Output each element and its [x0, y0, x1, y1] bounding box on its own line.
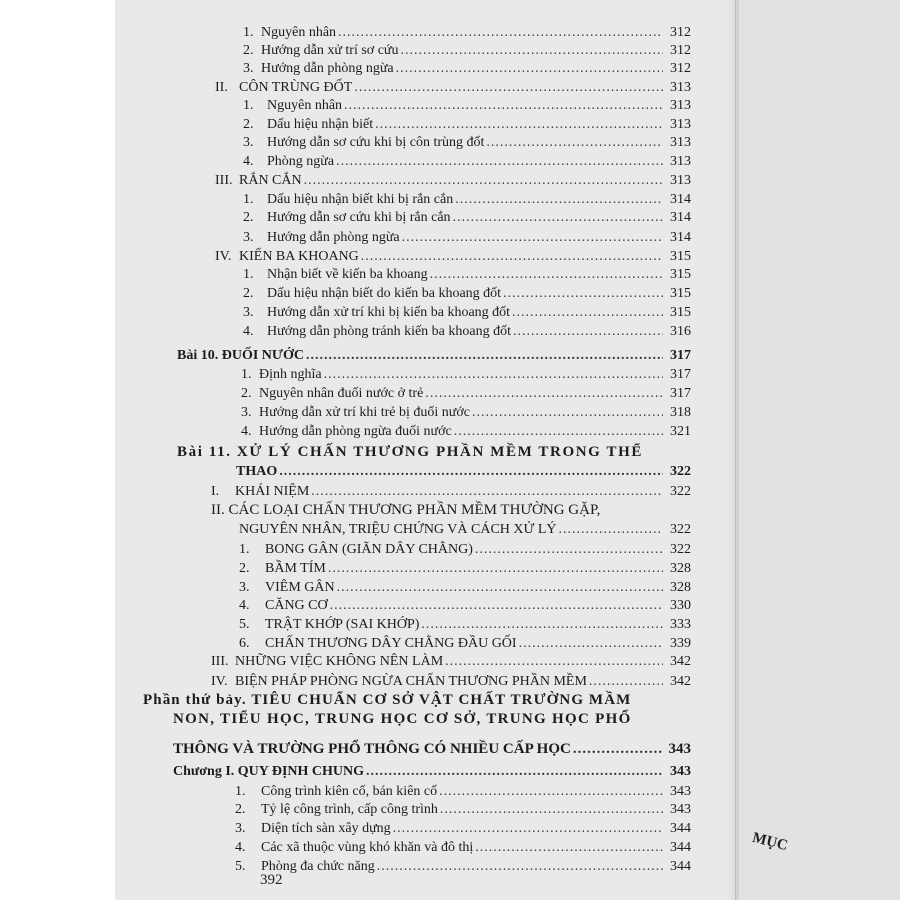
toc-entry-number: 1.	[239, 542, 250, 557]
toc-entry-title: BIỆN PHÁP PHÒNG NGỪA CHẤN THƯƠNG PHẦN MỀM	[235, 674, 587, 689]
toc-dot-leader	[375, 116, 663, 133]
toc-entry-title: NHỮNG VIỆC KHÔNG NÊN LÀM	[235, 654, 444, 669]
toc-entry-title: Nguyên nhân đuối nước ở trẻ	[259, 386, 424, 401]
toc-entry-page: 314	[670, 192, 691, 207]
toc-entry-number: 4.	[243, 154, 254, 169]
toc-dot-leader	[445, 653, 663, 670]
toc-entry-page: 316	[670, 324, 691, 339]
toc-entry	[215, 172, 691, 189]
toc-dot-leader	[279, 463, 663, 480]
toc-dot-leader	[304, 172, 663, 189]
toc-entry-page: 343	[670, 764, 691, 779]
toc-entry-number: 3.	[243, 305, 254, 320]
toc-entry-title: THÔNG VÀ TRƯỜNG PHỔ THÔNG CÓ NHIỀU CẤP HỌC	[173, 741, 571, 757]
toc-dot-leader	[454, 423, 663, 440]
toc-entry-page: 313	[670, 154, 691, 169]
toc-dot-leader	[401, 42, 664, 59]
toc-dot-leader	[366, 763, 663, 780]
toc-entry-title: BONG GÂN (GIÃN DÂY CHẰNG)	[265, 542, 473, 557]
toc-dot-leader	[306, 347, 663, 364]
toc-entry-number: III.	[215, 173, 233, 188]
toc-dot-leader	[573, 741, 663, 758]
toc-entry-number: 4.	[241, 424, 252, 439]
toc-entry	[235, 820, 691, 837]
toc-entry-title: CÔN TRÙNG ĐỐT	[239, 80, 353, 95]
toc-entry	[211, 483, 691, 500]
toc-dot-leader	[455, 191, 663, 208]
toc-entry-page: 322	[670, 522, 691, 537]
facing-page-text: MỤC	[750, 829, 790, 855]
toc-entry	[241, 385, 691, 402]
toc-entry-number: 3.	[235, 821, 246, 836]
toc-entry	[243, 42, 691, 59]
toc-entry-number: 2.	[243, 210, 254, 225]
toc-entry	[241, 366, 691, 383]
page-fold-shadow	[727, 0, 739, 900]
toc-entry-title: RẮN CẮN	[239, 173, 302, 188]
toc-entry-number: 1.	[243, 192, 254, 207]
toc-entry-page: 321	[670, 424, 691, 439]
book-page	[115, 0, 735, 900]
toc-entry	[173, 741, 691, 758]
toc-entry-page: 312	[670, 43, 691, 58]
toc-dot-leader	[472, 404, 663, 421]
toc-entry-page: 314	[670, 230, 691, 245]
toc-entry-page: 313	[670, 135, 691, 150]
toc-entry-number: III.	[211, 654, 229, 669]
toc-entry-number: 5.	[239, 617, 250, 632]
toc-dot-leader	[513, 323, 663, 340]
toc-entry-title: Các xã thuộc vùng khó khăn và đô thị	[261, 840, 474, 855]
toc-entry-page: 317	[670, 367, 691, 382]
toc-entry-title: Công trình kiên cố, bán kiên cố	[261, 784, 438, 799]
toc-entry-title: BẦM TÍM	[265, 561, 326, 576]
toc-dot-leader	[338, 24, 663, 41]
toc-dot-leader	[439, 783, 663, 800]
toc-entry-title: Hướng dẫn phòng ngừa	[267, 230, 400, 245]
toc-dot-leader	[396, 60, 663, 77]
toc-entry-title: KHÁI NIỆM	[235, 484, 310, 499]
toc-entry-number: 4.	[235, 840, 246, 855]
toc-entry	[236, 463, 691, 480]
toc-entry-page: 312	[670, 25, 691, 40]
toc-entry-page: 343	[668, 741, 691, 757]
toc-entry-number: 3.	[241, 405, 252, 420]
toc-entry	[241, 404, 691, 421]
toc-entry-title: Hướng dẫn xử trí khi bị kiến ba khoang đốt	[267, 305, 511, 320]
toc-entry-title: Hướng dẫn sơ cứu khi bị côn trùng đốt	[267, 135, 485, 150]
toc-dot-leader	[361, 248, 663, 265]
toc-entry-page: 315	[670, 267, 691, 282]
toc-dot-leader	[336, 153, 663, 170]
toc-entry-page: 314	[670, 210, 691, 225]
toc-entry	[239, 521, 691, 538]
toc-entry-number: 3.	[243, 61, 254, 76]
toc-dot-leader	[512, 304, 663, 321]
toc-entry-page: 312	[670, 61, 691, 76]
toc-entry-number: 3.	[239, 580, 250, 595]
toc-entry-page: 328	[670, 580, 691, 595]
toc-entry-number: 2.	[243, 286, 254, 301]
toc-dot-leader	[393, 820, 663, 837]
toc-dot-leader	[328, 560, 663, 577]
toc-heading-bai11-line1: Bài 11. XỬ LÝ CHẤN THƯƠNG PHẦN MỀM TRONG THỂ	[177, 444, 643, 460]
toc-entry-page: 313	[670, 117, 691, 132]
toc-entry	[177, 347, 691, 364]
toc-entry	[239, 541, 691, 558]
toc-heading-section2-line1: II. CÁC LOẠI CHẤN THƯƠNG PHẦN MỀM THƯỜNG GẶP,	[211, 502, 601, 518]
toc-entry-number: IV.	[211, 674, 228, 689]
toc-heading-part7-line2: NON, TIỂU HỌC, TRUNG HỌC CƠ SỞ, TRUNG HỌC PHỔ	[173, 711, 632, 727]
toc-entry-title: Nhận biết về kiến ba khoang	[267, 267, 428, 282]
toc-entry-number: 3.	[243, 135, 254, 150]
toc-entry	[235, 839, 691, 856]
toc-dot-leader	[377, 858, 663, 875]
toc-dot-leader	[344, 97, 663, 114]
toc-entry-page: 343	[670, 802, 691, 817]
toc-entry-title: TRẬT KHỚP (SAI KHỚP)	[265, 617, 420, 632]
toc-entry-title: CĂNG CƠ	[265, 598, 328, 613]
toc-entry-title: Hướng dẫn phòng ngừa đuối nước	[259, 424, 452, 439]
toc-entry	[243, 97, 691, 114]
toc-entry-number: 1.	[243, 98, 254, 113]
toc-entry-number: 2.	[243, 43, 254, 58]
toc-entry	[243, 285, 691, 302]
toc-dot-leader	[453, 209, 663, 226]
toc-entry-number: IV.	[215, 249, 232, 264]
toc-entry	[241, 423, 691, 440]
toc-entry-title: Bài 10. ĐUỐI NƯỚC	[177, 348, 305, 363]
toc-entry-title: Phòng ngừa	[267, 154, 335, 169]
toc-entry-number: II.	[215, 80, 228, 95]
toc-entry	[243, 134, 691, 151]
toc-dot-leader	[324, 366, 663, 383]
toc-entry	[211, 653, 691, 670]
toc-entry-title: Hướng dẫn xử trí khi trẻ bị đuối nước	[259, 405, 470, 420]
toc-entry-title: Định nghĩa	[259, 367, 322, 382]
toc-entry-number: 2.	[243, 117, 254, 132]
toc-entry	[243, 229, 691, 246]
toc-entry-page: 315	[670, 249, 691, 264]
toc-entry-title: Tỷ lệ công trình, cấp công trình	[261, 802, 438, 817]
toc-entry-page: 317	[670, 348, 691, 363]
toc-entry-page: 342	[670, 674, 691, 689]
toc-entry-page: 318	[670, 405, 691, 420]
page-number: 392	[260, 872, 283, 888]
toc-entry-number: 2.	[241, 386, 252, 401]
toc-entry-page: 344	[670, 859, 691, 874]
toc-entry-page: 344	[670, 821, 691, 836]
toc-entry-page: 322	[670, 542, 691, 557]
toc-entry-number: 1.	[243, 267, 254, 282]
toc-entry-number: 4.	[239, 598, 250, 613]
toc-dot-leader	[589, 673, 663, 690]
toc-entry-title: Chương I. QUY ĐỊNH CHUNG	[173, 764, 365, 779]
toc-entry-number: 1.	[241, 367, 252, 382]
toc-entry-title: Hướng dẫn phòng ngừa	[261, 61, 394, 76]
toc-entry-page: 328	[670, 561, 691, 576]
toc-dot-leader	[475, 839, 663, 856]
toc-entry	[243, 153, 691, 170]
toc-entry-number: 6.	[239, 636, 250, 651]
toc-entry	[239, 579, 691, 596]
toc-entry	[211, 673, 691, 690]
toc-entry-page: 313	[670, 98, 691, 113]
toc-entry-page: 339	[670, 636, 691, 651]
toc-dot-leader	[430, 266, 663, 283]
toc-entry	[243, 209, 691, 226]
toc-entry-page: 313	[670, 173, 691, 188]
facing-page	[735, 0, 900, 900]
toc-entry-page: 313	[670, 80, 691, 95]
toc-entry	[215, 79, 691, 96]
toc-entry	[243, 24, 691, 41]
toc-entry-number: 4.	[243, 324, 254, 339]
toc-entry-page: 330	[670, 598, 691, 613]
toc-entry-title: Dấu hiệu nhận biết do kiến ba khoang đốt	[267, 286, 502, 301]
toc-entry-title: Nguyên nhân	[261, 25, 337, 40]
toc-entry-title: NGUYÊN NHÂN, TRIỆU CHỨNG VÀ CÁCH XỬ LÝ	[239, 522, 557, 537]
toc-entry	[243, 60, 691, 77]
toc-entry-title: Hướng dẫn sơ cứu khi bị rắn cắn	[267, 210, 451, 225]
toc-entry-page: 342	[670, 654, 691, 669]
toc-dot-leader	[402, 229, 663, 246]
toc-entry-title: KIẾN BA KHOANG	[239, 249, 359, 264]
toc-entry-page: 333	[670, 617, 691, 632]
toc-entry-title: Nguyên nhân	[267, 98, 343, 113]
toc-entry-title: Phòng đa chức năng	[261, 859, 375, 874]
toc-entry	[215, 248, 691, 265]
toc-entry-number: 5.	[235, 859, 246, 874]
toc-entry	[243, 304, 691, 321]
toc-dot-leader	[475, 541, 663, 558]
toc-entry	[239, 560, 691, 577]
toc-entry-title: Hướng dẫn phòng tránh kiến ba khoang đốt	[267, 324, 512, 339]
toc-entry-number: 2.	[239, 561, 250, 576]
toc-entry	[173, 763, 691, 780]
toc-entry-title: Dấu hiệu nhận biết khi bị rắn cắn	[267, 192, 454, 207]
toc-entry-page: 322	[670, 484, 691, 499]
toc-entry	[235, 801, 691, 818]
toc-entry-page: 315	[670, 305, 691, 320]
toc-entry-page: 315	[670, 286, 691, 301]
toc-dot-leader	[486, 134, 663, 151]
toc-entry-title: VIÊM GÂN	[265, 580, 335, 595]
toc-entry	[243, 191, 691, 208]
toc-entry-title: CHẤN THƯƠNG DÂY CHẰNG ĐẦU GỐI	[265, 636, 517, 651]
toc-entry-title: Hướng dẫn xử trí sơ cứu	[261, 43, 399, 58]
toc-dot-leader	[354, 79, 663, 96]
toc-entry-title: Diện tích sàn xây dựng	[261, 821, 391, 836]
toc-entry-number: 1.	[235, 784, 246, 799]
toc-entry-number: I.	[211, 484, 220, 499]
toc-entry	[239, 616, 691, 633]
toc-entry-page: 344	[670, 840, 691, 855]
toc-entry-page: 322	[670, 464, 691, 479]
toc-entry-page: 343	[670, 784, 691, 799]
toc-dot-leader	[440, 801, 663, 818]
toc-dot-leader	[311, 483, 663, 500]
toc-dot-leader	[330, 597, 663, 614]
toc-dot-leader	[559, 521, 663, 538]
toc-entry	[239, 635, 691, 652]
toc-entry-title: THAO	[236, 464, 278, 479]
toc-heading-part7-line1: Phần thứ bảy. TIÊU CHUẨN CƠ SỞ VẬT CHẤT TRƯỜNG MẦM	[143, 692, 632, 708]
toc-dot-leader	[519, 635, 663, 652]
toc-dot-leader	[425, 385, 663, 402]
toc-dot-leader	[337, 579, 663, 596]
toc-entry-number: 1.	[243, 25, 254, 40]
toc-entry-page: 317	[670, 386, 691, 401]
toc-entry-number: 3.	[243, 230, 254, 245]
toc-dot-leader	[503, 285, 663, 302]
toc-entry	[243, 266, 691, 283]
toc-entry-number: 2.	[235, 802, 246, 817]
toc-entry	[235, 783, 691, 800]
toc-entry	[239, 597, 691, 614]
toc-entry	[243, 323, 691, 340]
toc-entry	[243, 116, 691, 133]
toc-dot-leader	[421, 616, 663, 633]
toc-entry	[235, 858, 691, 875]
toc-entry-title: Dấu hiệu nhận biết	[267, 117, 374, 132]
